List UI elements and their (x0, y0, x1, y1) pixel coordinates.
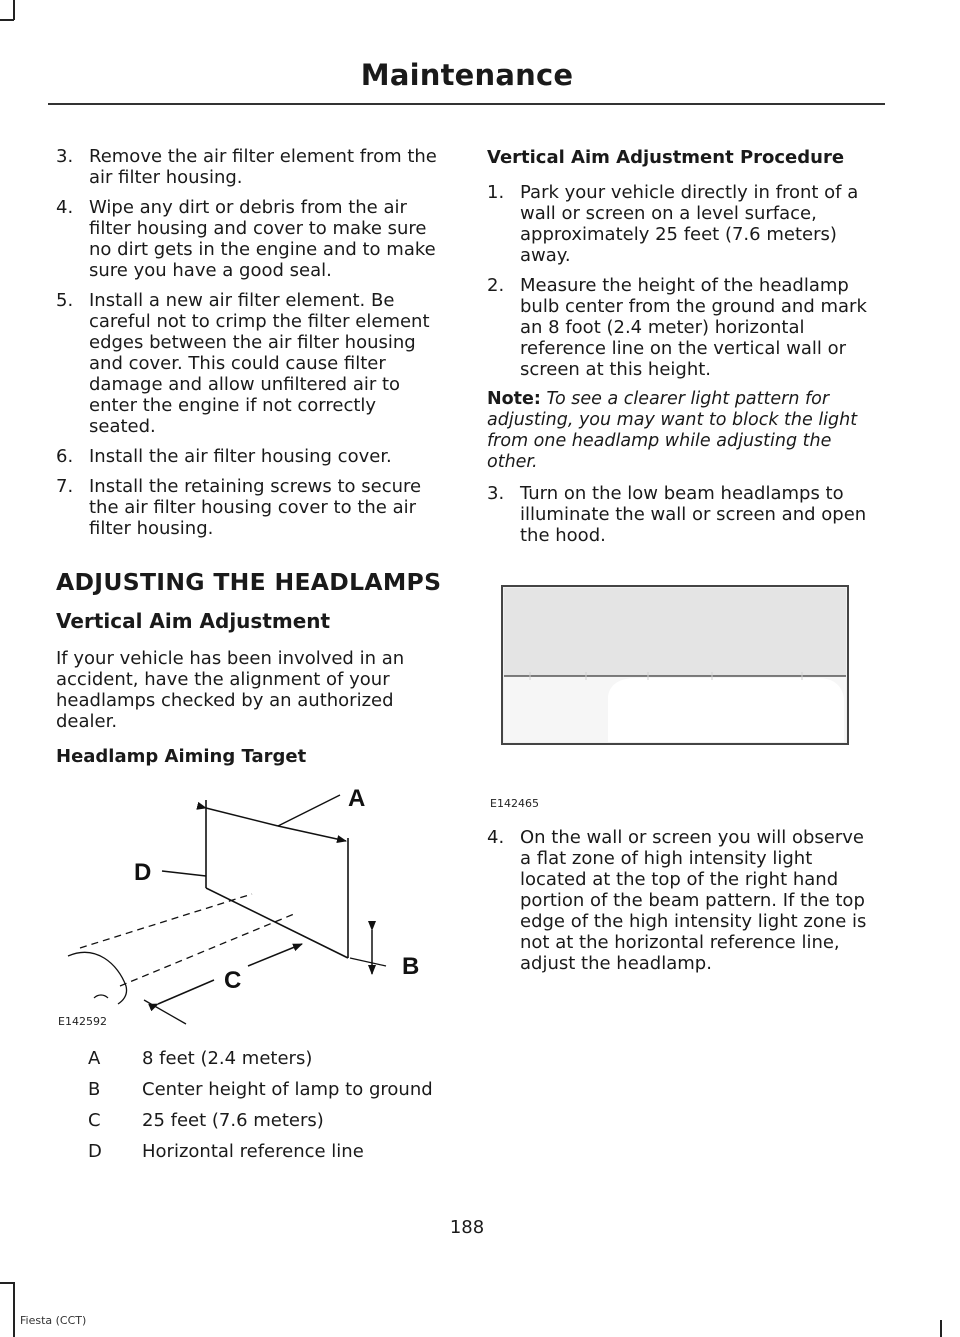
step-text: Turn on the low beam headlamps to illuminate the wall or screen and open the hood. (520, 483, 867, 546)
headlamp-aiming-target-diagram (56, 768, 448, 1030)
footer-model: Fiesta (CCT) (20, 1314, 87, 1327)
page-header-title: Maintenance (360, 58, 574, 92)
legend-text: Center height of lamp to ground (142, 1079, 433, 1100)
beam-pattern-figure (500, 584, 852, 748)
page-number: 188 (449, 1217, 485, 1238)
figure-code-2: E142465 (490, 797, 539, 810)
legend-text: 8 feet (2.4 meters) (142, 1048, 313, 1069)
legend-text: 25 feet (7.6 meters) (142, 1110, 324, 1131)
legend-key: A (88, 1048, 101, 1069)
procedure-heading: Vertical Aim Adjustment Procedure (487, 147, 845, 168)
step-text: On the wall or screen you will observe a flat zone of high intensity light located at the top of the right hand portion of the beam pattern. If the top edge of the high intensity light zone is not at the horizontal reference line, adjust the headlamp. (520, 827, 867, 974)
legend-key: D (88, 1141, 102, 1162)
step-number: 4. (56, 197, 74, 218)
legend-key: C (88, 1110, 101, 1131)
note-text: To see a clearer light pattern for adjusting, you may want to block the light from one headlamp while adjusting the other. (487, 389, 858, 472)
step-number: 7. (56, 476, 74, 497)
legend-text: Horizontal reference line (142, 1141, 364, 1162)
step-number: 2. (487, 275, 505, 296)
step-number: 6. (56, 446, 74, 467)
label-a: A (348, 785, 366, 812)
step-number: 3. (56, 146, 74, 167)
intro-paragraph: If your vehicle has been involved in an accident, have the alignment of your headlamps checked by an authorized dealer. (56, 648, 405, 732)
step-number: 5. (56, 290, 74, 311)
list-item-step-4 (56, 197, 448, 281)
step-text: Measure the height of the headlamp bulb center from the ground and mark an 8 foot (2.4 meter) horizontal reference line on the vertical wall or screen at this height. (520, 275, 867, 380)
legend-row (88, 1077, 448, 1108)
crop-mark-top-left-horizontal (0, 19, 14, 21)
list-item-step-3 (56, 146, 448, 188)
right-column (487, 146, 880, 555)
label-c: C (224, 967, 242, 994)
section-subtitle: Vertical Aim Adjustment (56, 609, 331, 633)
crop-mark-bottom-right-vertical (940, 1320, 942, 1337)
legend-row (88, 1046, 448, 1077)
step-text: Park your vehicle directly in front of a wall or screen on a level surface, approximately 25 feet (7.6 meters) away. (520, 182, 859, 266)
list-item-procedure-3 (487, 483, 880, 546)
crop-mark-bottom-left-horizontal (0, 1282, 14, 1284)
step-text: Remove the air filter element from the air filter housing. (89, 146, 437, 188)
step-text: Wipe any dirt or debris from the air filter housing and cover to make sure no dirt gets in the engine and to make sure you have a good seal. (89, 197, 436, 281)
label-d: D (134, 859, 152, 886)
step-text: Install the air filter housing cover. (89, 446, 392, 467)
crop-mark-top-left-vertical (13, 0, 15, 20)
legend-row (88, 1139, 448, 1170)
left-column (56, 146, 448, 768)
step-text: Install the retaining screws to secure the air filter housing cover to the air filter housing. (89, 476, 422, 539)
legend-key: B (88, 1079, 101, 1100)
step-text: Install a new air filter element. Be careful not to crimp the filter element edges between the air filter housing and cover. This could cause filter damage and allow unfiltered air to enter the engine if not correctly seated. (89, 290, 430, 437)
list-item-procedure-4 (487, 827, 880, 974)
note-label: Note: (487, 389, 541, 409)
list-item-procedure-1 (487, 182, 880, 266)
target-heading: Headlamp Aiming Target (56, 746, 307, 767)
list-item-step-7 (56, 476, 448, 539)
step-number: 3. (487, 483, 505, 504)
legend-row (88, 1108, 448, 1139)
diagram-legend (88, 1046, 448, 1170)
step-number: 4. (487, 827, 505, 848)
step-number: 1. (487, 182, 505, 203)
list-item-step-6 (56, 446, 448, 467)
note-paragraph (487, 389, 880, 473)
section-title: ADJUSTING THE HEADLAMPS (56, 568, 442, 596)
crop-mark-bottom-left-vertical (13, 1282, 15, 1337)
header-rule (48, 103, 885, 105)
list-item-step-5 (56, 290, 448, 437)
figure-code-1: E142592 (58, 1015, 107, 1028)
label-b: B (402, 953, 420, 980)
list-item-procedure-2 (487, 275, 880, 380)
